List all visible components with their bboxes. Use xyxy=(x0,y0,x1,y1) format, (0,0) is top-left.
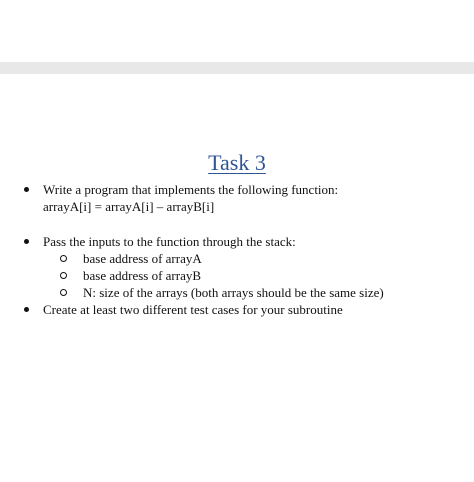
sub-item-2-text: base address of arrayB xyxy=(83,268,202,283)
sub-item-1-text: base address of arrayA xyxy=(83,251,202,266)
sub-item-3-text: N: size of the arrays (both arrays should be the same size) xyxy=(83,285,384,300)
bullet-3-line-1: Create at least two different test cases for your subroutine xyxy=(43,302,343,317)
hollow-circle-icon xyxy=(60,272,67,279)
bullet-2-line-1: Pass the inputs to the function through the stack: xyxy=(43,234,296,249)
bullet-icon xyxy=(24,181,34,191)
hollow-circle-icon xyxy=(60,289,67,296)
bullet-icon xyxy=(24,233,34,243)
bullet-icon xyxy=(24,301,34,311)
bullet-1-line-1: Write a program that implements the following function: xyxy=(43,182,339,197)
page-title: Task 3 xyxy=(208,150,266,175)
bullet-1-line-2: arrayA[i] = arrayA[i] – arrayB[i] xyxy=(43,199,215,214)
hollow-circle-icon xyxy=(60,255,67,262)
